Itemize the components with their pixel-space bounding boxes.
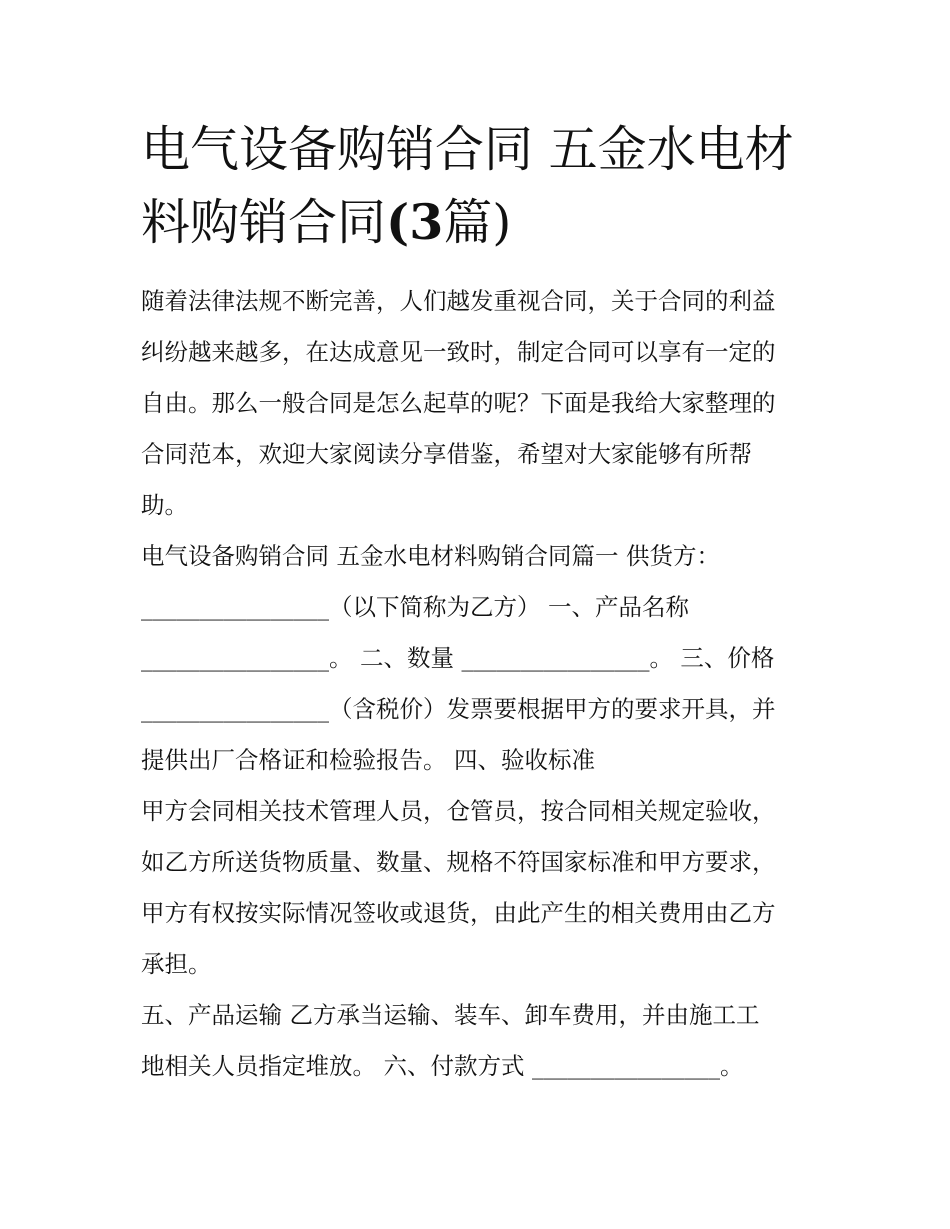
body-line: 五、产品运输 乙方承当运输、装车、卸车费用，并由施工工 xyxy=(141,1001,760,1029)
title-line-1: 电气设备购销合同 五金水电材 xyxy=(141,121,794,178)
body-line: 合同范本，欢迎大家阅读分享借鉴，希望对大家能够有所帮 xyxy=(141,440,752,468)
body-line: 地相关人员指定堆放。 六、付款方式 ________________。 xyxy=(141,1052,744,1080)
body-line: 如乙方所送货物质量、数量、规格不符国家标准和甲方要求， xyxy=(141,848,776,876)
body-line: 提供出厂合格证和检验报告。 四、验收标准 xyxy=(141,746,595,774)
document-title xyxy=(141,114,821,259)
body-line: 助。 xyxy=(141,491,188,519)
title-line-2-text: 料购销合同 xyxy=(141,194,387,251)
body-line: ________________（以下简称为乙方） 一、产品名称 xyxy=(141,593,689,621)
document-body xyxy=(141,276,821,1092)
body-line: 随着法律法规不断完善，人们越发重视合同，关于合同的利益 xyxy=(141,287,776,315)
title-count: (3 xyxy=(386,193,444,251)
body-line: 承担。 xyxy=(141,950,212,978)
body-line: ________________（含税价）发票要根据甲方的要求开具，并 xyxy=(141,695,776,723)
body-line: 电气设备购销合同 五金水电材料购销合同篇一 供货方： xyxy=(141,542,720,570)
title-count-unit: 篇) xyxy=(443,194,512,251)
body-line: 自由。那么一般合同是怎么起草的呢？下面是我给大家整理的 xyxy=(141,389,776,417)
body-line: ________________。 二、数量 ________________。 三、价格 xyxy=(141,644,775,672)
title-line-2 xyxy=(141,186,821,259)
body-line: 纠纷越来越多，在达成意见一致时，制定合同可以享有一定的 xyxy=(141,338,776,366)
body-line: 甲方有权按实际情况签收或退货，由此产生的相关费用由乙方 xyxy=(141,899,776,927)
body-line: 甲方会同相关技术管理人员，仓管员，按合同相关规定验收， xyxy=(141,797,776,825)
